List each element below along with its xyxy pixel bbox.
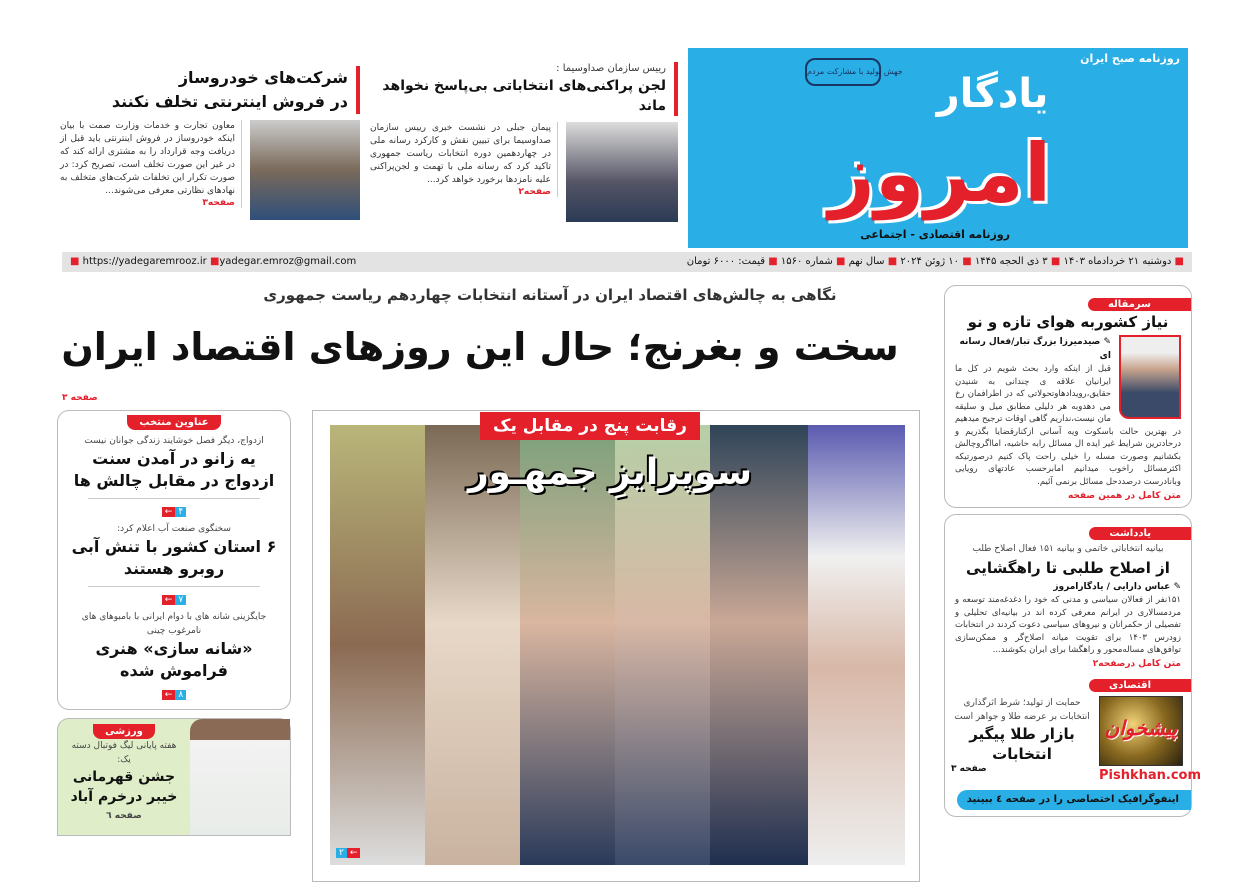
selected-1-page[interactable] bbox=[162, 507, 186, 517]
logo-secondary: یادگار bbox=[936, 71, 1049, 117]
editorial-content bbox=[945, 335, 1191, 501]
sports-text bbox=[58, 719, 190, 835]
sports-page[interactable]: صفحه ٦ bbox=[106, 811, 142, 821]
info-bar bbox=[62, 252, 1192, 272]
date-gregorian: ۱۰ ژوئن ۲۰۲۴ bbox=[900, 256, 960, 267]
page-number: ۲ bbox=[336, 848, 347, 858]
logo-main: امروز bbox=[828, 127, 1052, 220]
top-story-1-header bbox=[370, 62, 678, 116]
economy-title[interactable]: بازار طلا پیگیر انتخابات bbox=[969, 724, 1075, 763]
selected-3-kicker: جایگزینی شانه های با دوام ایرانی با بامبوهای های نامرغوب چینی bbox=[81, 612, 267, 636]
note-card bbox=[944, 514, 1202, 817]
top-story-2 bbox=[60, 66, 360, 220]
economy-kicker: حمایت از تولید؛ شرط اثرگذاری انتخابات بر عرضه طلا و جواهر است bbox=[954, 697, 1090, 722]
selected-3-page[interactable] bbox=[162, 690, 186, 700]
editorial-card bbox=[944, 285, 1192, 508]
editorial-tag: سرمقاله bbox=[1088, 298, 1191, 311]
note-title[interactable]: از اصلاح طلبی تا راهگشایی bbox=[966, 559, 1170, 577]
editorial-more[interactable]: متن کامل در همین صفحه bbox=[1067, 491, 1181, 501]
right-column bbox=[944, 285, 1202, 817]
economy-page[interactable]: صفحه ۳ bbox=[951, 763, 987, 774]
selected-2-title[interactable]: ۶ استان کشور با تنش آبی روبرو هستند bbox=[71, 537, 277, 578]
top-story-1 bbox=[370, 62, 678, 222]
top-story-1-title: لجن پراکنی‌های انتخاباتی بی‌پاسخ نخواهد ماند bbox=[382, 78, 666, 114]
selected-3-title[interactable]: «شانه سازی» هنری فراموش شده bbox=[95, 639, 253, 680]
top-story-2-row bbox=[60, 120, 360, 220]
arrow-left-icon: ← bbox=[347, 848, 361, 858]
selected-titles-card bbox=[57, 410, 291, 710]
top-story-2-header bbox=[60, 66, 360, 114]
top-story-2-photo bbox=[250, 120, 360, 220]
arrow-left-icon: ← bbox=[162, 690, 176, 700]
top-story-1-body: پیمان جبلی در نشست خبری رییس سازمان صداوسیما برای تبیین نقش و کارکرد رسانه ملی در چهاردهمین دوره انتخابات ریاست جمهوری تاکید کرد که رسانه ملی با تهمت و لجن‌پراکنی علیه نامزدها برخورد خواهد کرد... bbox=[370, 123, 551, 185]
issue-number: شماره ۱۵۶۰ bbox=[780, 256, 833, 267]
photo-title: سوپرایزِ جمهـور bbox=[467, 452, 753, 493]
sports-tag: ورزشی bbox=[93, 724, 155, 739]
infographic-banner[interactable]: اینفوگرافیک اختصاصی را در صفحه ٤ ببینید bbox=[957, 790, 1191, 810]
contact-info: ■ https://yadegaremrooz.ir ■yadegar.emroz@gmail.com bbox=[70, 256, 357, 267]
editorial-author-photo bbox=[1119, 335, 1181, 419]
arrow-left-icon: ← bbox=[162, 595, 176, 605]
sports-card bbox=[57, 718, 291, 836]
economy-text bbox=[951, 696, 1093, 784]
top-story-1-row bbox=[370, 122, 678, 222]
top-story-2-title-1: شرکت‌های خودروساز bbox=[178, 68, 348, 87]
arrow-left-icon: ← bbox=[162, 507, 176, 517]
note-tag: یادداشت bbox=[1089, 527, 1191, 540]
watermark-fa: پیشخوان bbox=[1104, 715, 1178, 740]
economy-tag: اقتصادی bbox=[1089, 679, 1191, 692]
selected-2-page[interactable] bbox=[162, 595, 186, 605]
main-headline[interactable]: سخت و بغرنج؛ حال این روزهای اقتصاد ایران bbox=[61, 325, 899, 369]
selected-2-kicker: سخنگوی صنعت آب اعلام کرد: bbox=[117, 524, 231, 534]
main-page-ref[interactable]: صفحه ۳ bbox=[62, 393, 98, 403]
note-author: ✎ عباس دارایی / یادگارامروز bbox=[1053, 582, 1181, 592]
watermark: Pishkhan.com bbox=[1099, 767, 1202, 783]
sports-title[interactable]: جشن قهرمانی خیبر درخرم آباد bbox=[70, 769, 178, 805]
top-story-1-kicker: رییس سازمان صداوسیما : bbox=[556, 63, 666, 74]
note-author-name: عباس دارایی / یادگارامروز bbox=[1053, 582, 1171, 592]
candidate-photo-6 bbox=[808, 425, 905, 865]
top-story-2-page[interactable]: صفحه۳ bbox=[202, 198, 235, 208]
top-story-2-body-box bbox=[60, 120, 242, 208]
editorial-author-name: صیدمیرزا بزرگ تبار/فعال رسانه ای bbox=[959, 337, 1111, 361]
left-column bbox=[57, 410, 291, 836]
top-story-2-body: معاون تجارت و خدمات وزارت صمت با بیان اینکه خودروساز در فروش اینترنتی باید قبل از دریافت وجه قرارداد را به مشتری ارائه کند که در غیر این صورت تخلف است، تصریح کرد: در صورت تکرار این تخلفات شرکت‌های متخلف به نهادهای نظارتی معرفی می‌شوند... bbox=[60, 121, 235, 196]
selected-1-kicker: ازدواج، دیگر فصل خوشایند زندگی جوانان نیست bbox=[84, 436, 264, 446]
editorial-author: ✎ صیدمیرزا بزرگ تبار/فعال رسانه ای bbox=[959, 337, 1111, 361]
photo-banner: رقابت پنج در مقابل یک bbox=[480, 412, 700, 440]
editorial-title[interactable]: نیاز کشوربه هوای تازه و نو bbox=[967, 313, 1169, 331]
main-kicker: نگاهی به چالش‌های اقتصاد ایران در آستانه انتخابات چهاردهم ریاست جمهوری bbox=[263, 286, 837, 304]
top-story-1-body-box bbox=[370, 122, 558, 197]
page-number: ۴ bbox=[175, 507, 186, 517]
website-link[interactable]: https://yadegaremrooz.ir bbox=[82, 256, 207, 267]
note-more[interactable]: متن کامل درصفحه۲ bbox=[1092, 658, 1181, 669]
tagline-top: روزنامه صبح ایران bbox=[1080, 52, 1180, 65]
top-story-1-page[interactable]: صفحه۲ bbox=[518, 187, 551, 197]
volume-year: سال نهم bbox=[848, 256, 885, 267]
economy-photo-wrap bbox=[1099, 696, 1202, 784]
top-story-1-photo bbox=[566, 122, 678, 222]
sports-photo bbox=[190, 719, 290, 835]
price: قیمت: ۶۰۰۰ تومان bbox=[686, 256, 766, 267]
email-link[interactable]: yadegar.emroz@gmail.com bbox=[219, 256, 357, 267]
photo-page-badge[interactable] bbox=[336, 848, 360, 858]
selected-1-title[interactable]: یه زانو در آمدن سنت ازدواج در مقابل چالش ها bbox=[73, 449, 275, 490]
date-persian: دوشنبه ۲۱ خردادماه ۱۴۰۳ bbox=[1063, 256, 1172, 267]
top-story-2-title-2: در فروش اینترنتی تخلف نکنند bbox=[111, 92, 348, 111]
page-number: ۷ bbox=[175, 595, 186, 605]
note-kicker: بیانیه انتخاباتی خاتمی و بیانیه ۱۵۱ فعال اصلاح طلب bbox=[972, 544, 1164, 554]
economy-section bbox=[945, 692, 1202, 784]
seal-emblem: جهش تولید با مشارکت مردم bbox=[805, 58, 881, 86]
selected-titles-tag: عناوین منتخب bbox=[127, 415, 220, 430]
note-body: ۱۵۱نفر از فعالان سیاسی و مدنی که خود را دغدغه‌مند توسعه و مردمسالاری در ایرانم معرفی کرده اند در بیانیه‌ای تحلیلی و تفصیلی از حکمرانان و نیروهای سیاسی دعوت کردند در انتخابات زودرس ۱۴۰۳ برای تقویت میانه اصلاح‌گر و ممکن‌سازی توافق‌های مساله‌محور و راهگشا برای ایران بکوشند... bbox=[955, 595, 1181, 655]
date-hijri: ۳ ذی الحجه ۱۴۴۵ bbox=[974, 256, 1048, 267]
editorial-body: قبل از اینکه وارد بحث شویم در کل ما ایرانیان علاقه ی چندانی به شنیدن حقایق،رویدادهاوتحولاتی که در اطرافمان رخ می دهدوبه هر دلیلی مطابق میل و سلیقه مان نیست،نداریم گاهی اوقات ترجیح میدهیم در بهترین حالت باسکوت ویه آسانی ازکنارقضایا بگذریم و درحادترین شرایط غیر ایده ال مسائل رابه حاشیه، امااگروچالش بکشانیم وصورت مسله را خیلی راحت پاک کنیم درصورتیکه اکثرمسائل راخوب میدانیم امابرحسب عادتهای رویایی وبانادرست درصددحل مسائل برنمی آئیم. bbox=[955, 364, 1181, 487]
tagline-bottom: روزنامه اقتصادی - اجتماعی bbox=[860, 228, 1010, 241]
page-number: ۸ bbox=[175, 690, 186, 700]
sports-kicker: هفته پایانی لیگ فوتبال دسته یک: bbox=[71, 741, 177, 765]
issue-info: ■ دوشنبه ۲۱ خردادماه ۱۴۰۳ ■ ۳ ذی الحجه ۱۴۴۵ ■ ۱۰ ژوئن ۲۰۲۴ ■ سال نهم ■ شماره ۱۵۶۰ ■ قیمت: ۶۰۰۰ تومان bbox=[686, 256, 1184, 267]
